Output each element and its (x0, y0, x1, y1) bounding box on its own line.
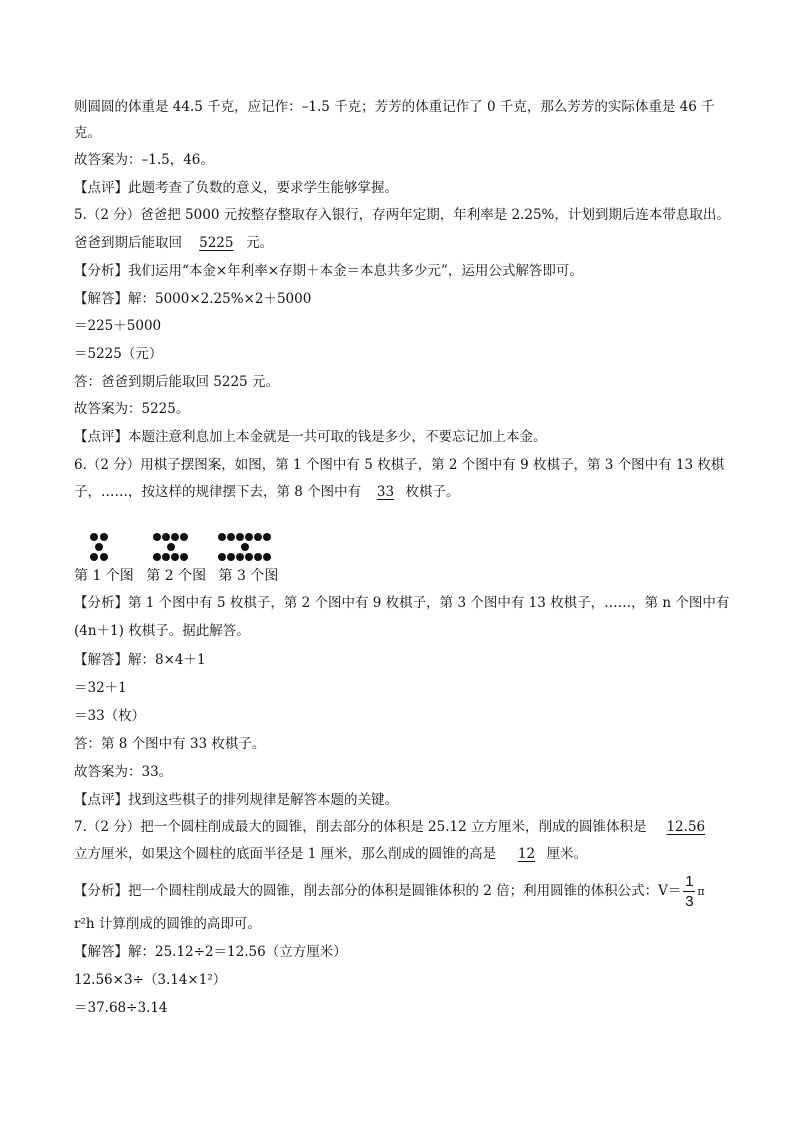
q5-prefix: 爸爸到期后能取回 (74, 235, 182, 251)
chess-piece-dot (227, 553, 235, 561)
q6-answer-blank: 33 (376, 484, 395, 500)
text-line: 克。 (74, 125, 101, 141)
chess-piece-dot (100, 533, 108, 541)
chess-piece-dot (162, 533, 170, 541)
chess-piece-dot (263, 553, 271, 561)
analysis-line-formula (74, 872, 705, 911)
solution-step: ＝33（枚） (74, 708, 146, 724)
final-answer-line: 故答案为：5225。 (74, 401, 190, 417)
chess-piece-dot (180, 533, 188, 541)
analysis-text: 【分析】把一个圆柱削成最大的圆锥，削去部分的体积是圆锥体积的 2 倍；利用圆锥的体积公式：V＝ (74, 883, 682, 899)
solution-step: ＝32＋1 (74, 680, 127, 696)
chess-piece-dot (90, 533, 98, 541)
q7-answer-blank-1: 12.56 (666, 819, 706, 835)
solution-line: 【解答】解：25.12÷2＝12.56（立方厘米） (74, 944, 347, 960)
figure-label-2: 第 2 个图 (146, 568, 207, 584)
chess-piece-dot (100, 553, 108, 561)
formula-continuation: r²h 计算削成的圆锥的高即可。 (74, 916, 261, 932)
question-7-line (74, 817, 715, 837)
q6-prefix: 子，……，按这样的规律摆下去，第 8 个图中有 (74, 484, 362, 500)
question-5-answer-line (74, 233, 273, 253)
figure-label-3: 第 3 个图 (218, 568, 279, 584)
chess-piece-dot (263, 533, 271, 541)
figure-labels (74, 566, 278, 586)
question-6-line: 6.（2 分）用棋子摆图案，如图，第 1 个图中有 5 枚棋子，第 2 个图中有 9 枚棋子，第 3 个图中有 13 枚棋 (74, 457, 725, 473)
chess-piece-dot (167, 543, 175, 551)
pi-symbol: π (697, 885, 705, 898)
chess-piece-dot (241, 543, 249, 551)
chess-piece-dot (95, 543, 103, 551)
solution-step: ＝5225（元） (74, 346, 163, 362)
q7-text-2: 立方厘米，如果这个圆柱的底面半径是 1 厘米，那么削成的圆锥的高是 (74, 846, 497, 862)
pattern-figure-2 (153, 533, 203, 563)
solution-step: ＝37.68÷3.14 (74, 1000, 168, 1016)
chess-piece-dot (171, 553, 179, 561)
solution-line: 【解答】解：5000×2.25%×2＋5000 (74, 291, 312, 307)
chess-piece-dot (90, 553, 98, 561)
pattern-figure-1 (88, 533, 128, 563)
figure-label-1: 第 1 个图 (74, 568, 134, 584)
question-6-answer-line (74, 482, 459, 502)
chess-piece-dot (171, 533, 179, 541)
analysis-line: 【分析】第 1 个图中有 5 枚棋子，第 2 个图中有 9 枚棋子，第 3 个图中有 13 枚棋子，……，第 n 个图中有 (74, 595, 730, 611)
question-7-line-2 (74, 844, 587, 864)
chess-piece-dot (153, 533, 161, 541)
chess-piece-dot (245, 533, 253, 541)
answer-line: 答：爸爸到期后能取回 5225 元。 (74, 374, 279, 390)
final-answer-line: 故答案为：33。 (74, 764, 173, 780)
solution-line: 【解答】解：8×4＋1 (74, 652, 206, 668)
chess-piece-dot (218, 553, 226, 561)
analysis-line-2: (4n＋1) 枚棋子。据此解答。 (74, 623, 250, 639)
text-line: 【点评】此题考查了负数的意义，要求学生能够掌握。 (74, 180, 398, 196)
chess-piece-dot (218, 533, 226, 541)
chess-piece-dot (227, 533, 235, 541)
comment-line: 【点评】找到这些棋子的排列规律是解答本题的关键。 (74, 792, 398, 808)
q7-answer-blank-2: 12 (517, 846, 536, 862)
chess-piece-dot (254, 553, 262, 561)
chess-piece-dot (153, 553, 161, 561)
q7-text: 7.（2 分）把一个圆柱削成最大的圆锥，削去部分的体积是 25.12 立方厘米，削成的圆锥体积是 (74, 819, 647, 835)
q6-suffix: 枚棋子。 (405, 484, 460, 500)
pattern-figure-3 (218, 533, 278, 563)
text-line: 则圆圆的体重是 44.5 千克，应记作：–1.5 千克；芳芳的体重记作了 0 千克，那么芳芳的实际体重是 46 千 (74, 99, 715, 115)
fraction-one-third: $\frac{1}{3}$ (685, 873, 694, 910)
chess-piece-dot (236, 533, 244, 541)
text-line: 故答案为：–1.5，46。 (74, 152, 214, 168)
chess-piece-dot (162, 553, 170, 561)
chess-piece-dot (180, 553, 188, 561)
analysis-line: 【分析】我们运用“本金×年利率×存期＋本金＝本息共多少元”，运用公式解答即可。 (74, 263, 583, 279)
answer-line: 答：第 8 个图中有 33 枚棋子。 (74, 736, 266, 752)
q5-answer-blank: 5225 (199, 235, 234, 251)
solution-step: 12.56×3÷（3.14×1²） (74, 972, 227, 988)
solution-step: ＝225＋5000 (74, 318, 162, 334)
chess-piece-dot (254, 533, 262, 541)
chess-piece-dot (245, 553, 253, 561)
chess-piece-dot (236, 553, 244, 561)
question-5-line: 5.（2 分）爸爸把 5000 元按整存整取存入银行，存两年定期，年利率是 2.25%，计划到期后连本带息取出。 (74, 207, 730, 223)
comment-line: 【点评】本题注意利息加上本金就是一共可取的钱是多少，不要忘记加上本金。 (74, 429, 547, 445)
q5-suffix: 元。 (246, 235, 274, 251)
q7-suffix: 厘米。 (546, 846, 587, 862)
